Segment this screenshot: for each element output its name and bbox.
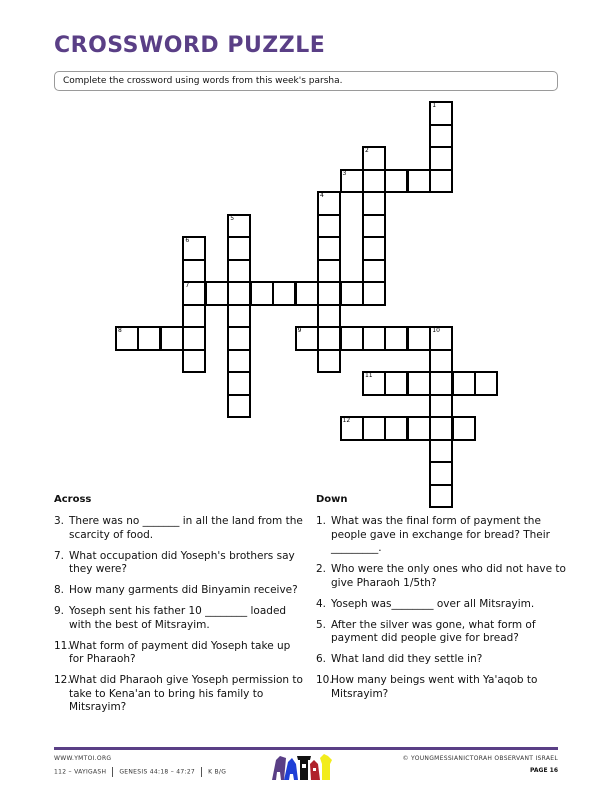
crossword-cell[interactable] [384,169,408,194]
down-clue [316,653,566,667]
crossword-cell[interactable] [317,236,341,261]
clue-number: 2 [364,147,369,154]
clue-number: 9 [297,327,302,334]
crossword-cell[interactable] [429,461,453,486]
crossword-cell[interactable] [227,326,251,351]
crossword-cell[interactable] [227,214,251,239]
clue-text: After the silver was gone, what form of payment did people give for bread? [331,618,536,644]
across-clue [54,640,304,667]
crossword-cell[interactable] [362,169,386,194]
crossword-cell[interactable] [452,371,476,396]
crossword-cell[interactable] [227,281,251,306]
crossword-cell[interactable] [429,326,453,351]
clue-number: 9. [54,605,65,617]
down-clue [316,619,566,646]
clue-text: What form of payment did Yoseph take up for Pharaoh? [69,639,291,665]
crossword-cell[interactable] [115,326,139,351]
crossword-cell[interactable] [429,394,453,419]
instructions-box: Complete the crossword using words from this week's parsha. [54,71,558,91]
clue-text: Yoseph was________ over all Mitsrayim. [331,597,535,610]
clue-number: 4 [320,192,324,199]
crossword-cell[interactable] [474,371,498,396]
crossword-cell[interactable] [317,214,341,239]
crossword-cell[interactable] [182,304,206,329]
clue-number: 1. [316,515,327,527]
clue-number: 6 [185,237,190,244]
footer-level: K B/G [208,768,227,776]
crossword-cell[interactable] [227,259,251,284]
crossword-cell[interactable] [182,349,206,374]
crossword-cell[interactable] [227,349,251,374]
clue-number: 1 [432,102,437,109]
clue-text: What did Pharaoh give Yoseph permission to take to Kena'an to bring his family to Mitsrayim? [69,674,303,713]
crossword-cell[interactable] [429,169,453,194]
clue-number: 10 [432,327,440,334]
crossword-cell[interactable] [429,101,453,126]
crossword-cell[interactable] [362,259,386,284]
crossword-cell[interactable] [384,371,408,396]
across-clue [54,605,304,632]
crossword-cell[interactable] [362,281,386,306]
crossword-cell[interactable] [340,416,364,441]
crossword-cell[interactable] [407,371,431,396]
clue-number: 2. [316,563,327,575]
footer-separator [201,767,202,777]
clue-number: 8. [54,584,65,596]
clue-text: How many beings went with Ya'aqob to Mitsrayim? [331,674,538,700]
crossword-cell[interactable] [429,349,453,374]
clue-text: What was the final form of payment the people gave in exchange for bread? Their _________. [331,515,550,554]
crossword-cell[interactable] [295,281,319,306]
crossword-cell[interactable] [317,259,341,284]
clue-text: Who were the only ones who did not have to give Pharaoh 1/5th? [331,563,566,589]
across-clue [54,584,304,598]
clue-text: How many garments did Binyamin receive? [69,584,298,596]
crossword-cell[interactable] [384,326,408,351]
crossword-cell[interactable] [317,326,341,351]
clue-text: There was no _______ in all the land from the scarcity of food. [69,515,303,541]
ymtoi-logo-icon [270,750,336,782]
clue-text: Yoseph sent his father 10 ________ loaded with the best of Mitsrayim. [69,605,287,631]
crossword-cell[interactable] [182,281,206,306]
clue-number: 11. [54,639,71,652]
crossword-cell[interactable] [429,371,453,396]
crossword-cell[interactable] [429,484,453,509]
crossword-cell[interactable] [227,371,251,396]
crossword-cell[interactable] [182,236,206,261]
crossword-cell[interactable] [407,416,431,441]
crossword-cell[interactable] [182,259,206,284]
crossword-cell[interactable] [227,236,251,261]
crossword-cell[interactable] [227,304,251,329]
across-clue [54,515,304,542]
footer-copyright: © YOUNGMESSIANICTORAH OBSERVANT ISRAEL [402,755,558,762]
across-clue-list [54,515,304,722]
crossword-cell[interactable] [317,304,341,329]
clue-number: 12. [54,674,71,686]
footer-website: WWW.YMTOI.ORG [54,755,112,762]
crossword-cell[interactable] [160,326,184,351]
clue-number: 7 [185,282,190,289]
crossword-cell[interactable] [362,236,386,261]
clue-number: 4. [316,597,327,610]
clue-number: 8 [118,327,122,334]
crossword-cell[interactable] [295,326,319,351]
clue-number: 12 [342,417,351,424]
clue-number: 7. [54,549,65,562]
down-clue [316,563,566,590]
crossword-cell[interactable] [362,191,386,216]
crossword-cell[interactable] [317,281,341,306]
down-heading: Down [316,494,348,505]
crossword-cell[interactable] [272,281,296,306]
crossword-cell[interactable] [384,416,408,441]
down-clue [316,598,566,612]
clue-number: 6. [316,653,327,665]
crossword-cell[interactable] [362,146,386,171]
crossword-cell[interactable] [429,124,453,149]
clue-text: What land did they settle in? [331,653,483,665]
crossword-cell[interactable] [317,191,341,216]
footer-reference: GENESIS 44:18 – 47:27 [119,768,196,776]
footer-parsha: 112 – VAYIGASH [54,768,107,776]
across-clue [54,550,304,577]
crossword-cell[interactable] [362,416,386,441]
crossword-cell[interactable] [429,439,453,464]
down-clue [316,674,566,701]
page-title: CROSSWORD PUZZLE [54,33,326,58]
footer-page-number: PAGE 16 [530,767,558,774]
crossword-cell[interactable] [137,326,161,351]
crossword-cell[interactable] [362,214,386,239]
clue-number: 3 [342,169,347,177]
crossword-cell[interactable] [227,394,251,419]
crossword-cell[interactable] [429,416,453,441]
down-clue [316,515,566,556]
crossword-cell[interactable] [407,326,431,351]
crossword-cell[interactable] [317,349,341,374]
crossword-cell[interactable] [429,146,453,171]
crossword-cell[interactable] [340,281,364,306]
crossword-cell[interactable] [250,281,274,306]
footer-separator [112,767,113,777]
clue-number: 5 [230,214,235,222]
crossword-cell[interactable] [182,326,206,351]
clue-number: 11 [364,372,373,379]
footer-info [54,767,226,777]
clue-number: 10. [316,674,333,686]
clue-number: 5. [316,618,327,631]
crossword-cell[interactable] [340,169,364,194]
down-clue-list [316,515,566,709]
clue-number: 3. [54,515,65,527]
across-clue [54,674,304,715]
clue-text: What occupation did Yoseph's brothers say they were? [69,549,295,575]
crossword-cell[interactable] [362,371,386,396]
crossword-cell[interactable] [407,169,431,194]
crossword-cell[interactable] [362,326,386,351]
across-heading: Across [54,494,92,505]
crossword-cell[interactable] [340,326,364,351]
crossword-cell[interactable] [452,416,476,441]
crossword-cell[interactable] [205,281,229,306]
